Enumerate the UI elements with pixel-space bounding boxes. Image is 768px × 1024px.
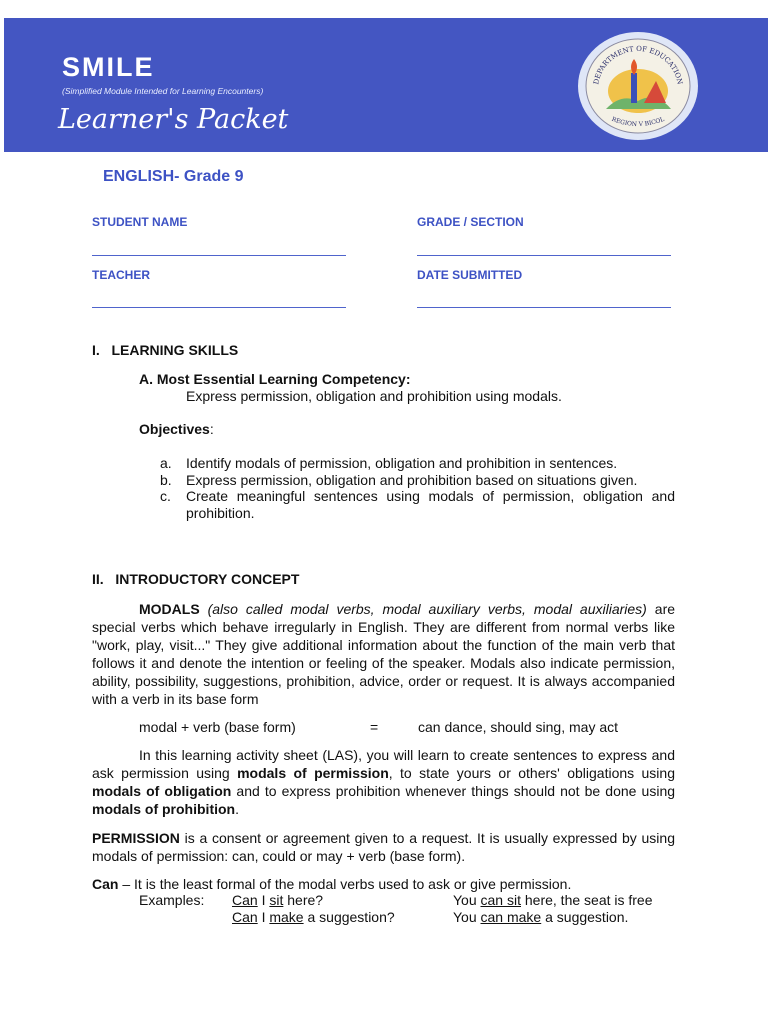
las-modals-of-permission: modals of permission	[237, 765, 389, 781]
seal-bottom-text: REGION V BICOL	[610, 115, 666, 129]
example-word: I	[261, 892, 266, 908]
objective-text: Express permission, obligation and prohibition based on situations given.	[186, 471, 638, 488]
seal-top-text: DEPARTMENT OF EDUCATION	[592, 44, 684, 86]
objective-letter: a.	[160, 455, 172, 471]
objective-letter: b.	[160, 471, 172, 488]
objective-text: Identify modals of permission, obligation and prohibition in sentences.	[186, 455, 618, 471]
example-modal: Can	[232, 909, 258, 925]
section-learning-skills-heading: I. LEARNING SKILLS	[92, 342, 239, 358]
example-verb: make	[269, 909, 304, 925]
objective-item	[160, 488, 675, 521]
example-question-2	[232, 908, 395, 926]
permission-definition: is a consent or agreement given to a request. It is usually expressed by using modals of permission: can, could or may + verb (base form).	[92, 830, 675, 864]
packet-title: Learner's Packet	[58, 104, 289, 135]
objective-letter: c.	[160, 488, 171, 504]
las-text-3: and to express prohibition whenever things should not be done using	[236, 783, 676, 799]
las-text-1: In this learning activity sheet (LAS), you will learn to create sentences to express and ask permission using	[92, 747, 675, 781]
modals-aka: (also called modal verbs, modal auxiliary verbs, modal auxiliaries)	[207, 601, 647, 617]
grade-section-label: GRADE / SECTION	[417, 215, 524, 229]
formula-equals: =	[370, 719, 379, 735]
examples-label: Examples:	[139, 892, 205, 908]
example-modal-verb: can sit	[480, 892, 521, 908]
example-answer-2	[453, 908, 628, 926]
competency-label: A. Most Essential Learning Competency:	[139, 371, 411, 387]
modals-definition-paragraph	[92, 600, 675, 708]
brand-subtitle: (Simplified Module Intended for Learning Encounters)	[62, 86, 264, 96]
objectives-list	[160, 455, 675, 521]
seal-torch	[631, 73, 637, 103]
permission-term: PERMISSION	[92, 830, 180, 846]
las-modals-of-obligation: modals of obligation	[92, 783, 232, 799]
example-modal: Can	[232, 892, 258, 908]
can-definition: – It is the least formal of the modal verbs used to ask or give permission.	[122, 876, 572, 892]
las-paragraph	[92, 746, 675, 818]
las-text-4: .	[235, 801, 239, 817]
competency-text: Express permission, obligation and prohibition using modals.	[186, 388, 562, 404]
example-word: You	[453, 892, 477, 908]
date-submitted-line	[417, 307, 671, 308]
permission-paragraph	[92, 829, 675, 865]
example-verb: sit	[269, 892, 284, 908]
student-name-label: STUDENT NAME	[92, 215, 188, 229]
example-answer-1	[453, 891, 653, 909]
objective-item	[160, 455, 675, 472]
deped-seal-logo	[576, 31, 700, 141]
las-text-2: , to state yours or others' obligations using	[388, 765, 675, 781]
date-submitted-label: DATE SUBMITTED	[417, 268, 523, 282]
example-word: I	[261, 909, 266, 925]
grade-section-line	[417, 255, 671, 256]
example-modal-verb: can make	[480, 909, 542, 925]
teacher-line	[92, 307, 346, 308]
modals-term: MODALS	[139, 601, 200, 617]
objective-item	[160, 472, 675, 489]
las-modals-of-prohibition: modals of prohibition	[92, 801, 236, 817]
section-introductory-concept-heading: II. INTRODUCTORY CONCEPT	[92, 571, 300, 587]
example-word: here?	[287, 892, 324, 908]
can-term: Can	[92, 876, 119, 892]
objective-text: Create meaningful sentences using modals of permission, obligation and prohibition.	[186, 488, 675, 521]
objectives-heading	[139, 420, 214, 438]
teacher-label: TEACHER	[92, 268, 151, 282]
objectives-colon: :	[209, 421, 214, 437]
student-name-line	[92, 255, 346, 256]
objectives-label: Objectives	[139, 421, 210, 437]
subject-title: ENGLISH- Grade 9	[103, 168, 244, 185]
modals-definition: are special verbs which behave irregularly in English. They are different from normal verbs like "work, play, visit..." They give additional information about the function of the main verb that follows it and denote the intention or feeling of the speaker. Modals also indicate permission, ability, possibility, suggestions, prohibition, advice, order or request. It is always accompanied with a verb in its base form	[92, 601, 676, 707]
example-word: You	[453, 909, 477, 925]
brand-title: SMILE	[62, 52, 155, 82]
example-word: here, the seat is free	[524, 892, 653, 908]
example-word: a suggestion.	[545, 909, 629, 925]
formula-left: modal + verb (base form)	[139, 719, 296, 735]
example-word: a suggestion?	[307, 909, 395, 925]
example-question-1	[232, 891, 323, 909]
formula-right: can dance, should sing, may act	[418, 719, 619, 735]
